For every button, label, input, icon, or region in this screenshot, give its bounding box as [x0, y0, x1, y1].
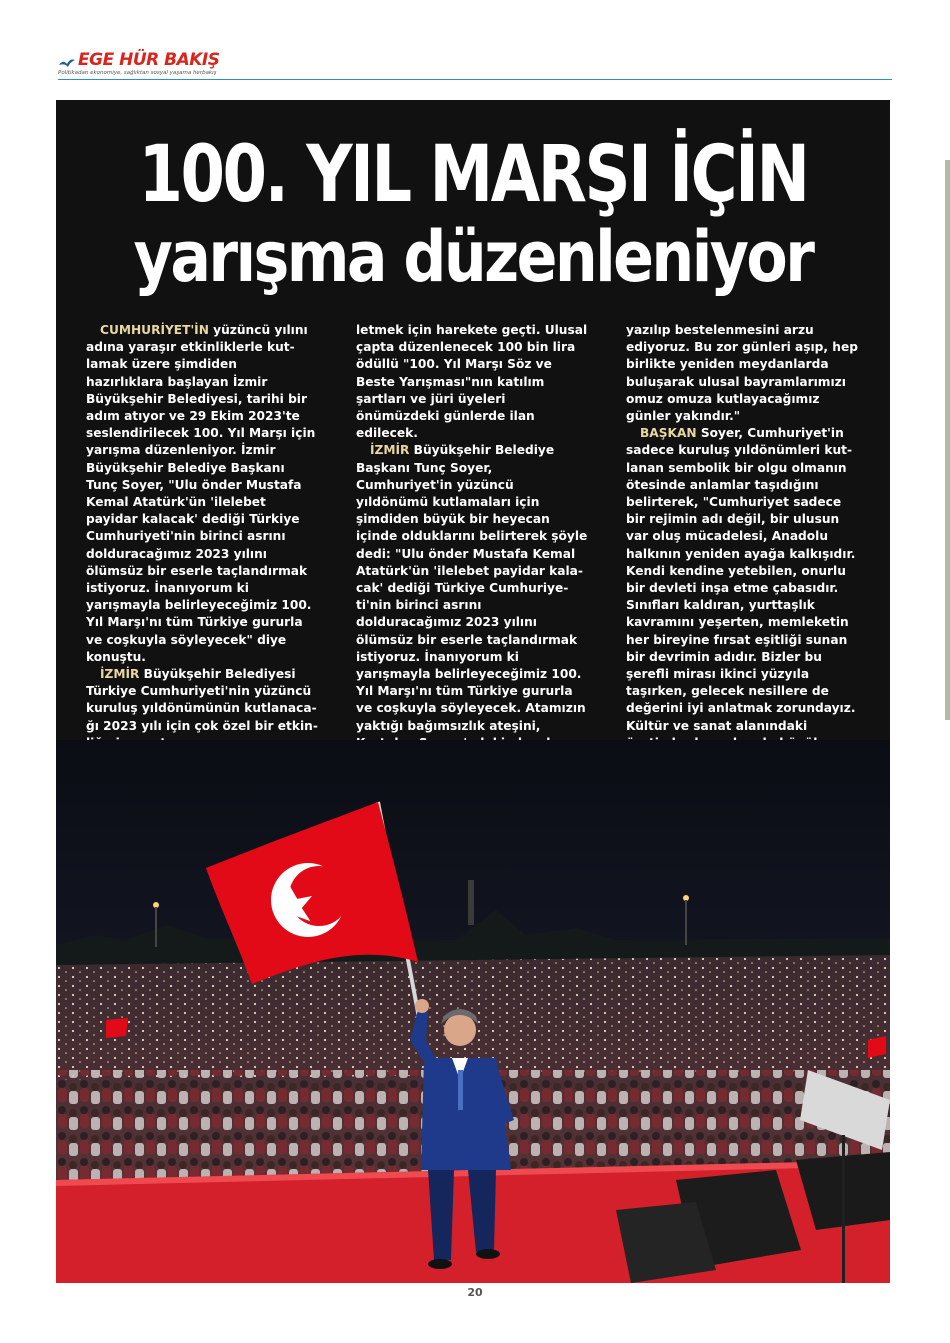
brand-row — [58, 46, 220, 70]
paragraph — [86, 322, 318, 666]
paragraph-text: letmek için harekete geçti. Ulusal çapta düzenlenecek 100 bin lira ödüllü "100. Yıl Marşı Söz ve Beste Yarışması"nın katılım şartları ve jüri üyeleri önümüzdeki günlerde ilan edilecek. — [356, 323, 588, 441]
masthead-rule — [58, 79, 892, 80]
headline — [56, 130, 890, 298]
paragraph-lead: İZMİR — [100, 667, 140, 682]
paragraph-text: Büyükşehir Belediye Başkanı Tunç Soyer, Cumhuriyet'in yüzüncü yıldönümü kutlamaları için şimdiden büyük bir heyecan içinde olduklarını belirterek şöyle dedi: "Ulu önder Mustafa Kemal Atatürk'ün 'ilelebet payidar kalacak' dediği Türkiye Cumhuriyeti'nin birinci asrını dolduracağımız 2023 yılını ölümsüz bir eserle taçlandırmak istiyoruz. İnanıyorum ki yarışmayla belirleyeceğimiz 100. Yıl Marşı'nı tüm Türkiye gururla ve coşkuyla söyleyecek. Atamızın yaktığı bağımsızlık ateşini, — [356, 443, 588, 733]
article-panel — [56, 100, 890, 1283]
adjacent-page-edge — [945, 160, 950, 720]
paragraph — [626, 322, 858, 425]
headline-line-2: yarışma düzenleniyor — [133, 216, 813, 298]
brand-logo[interactable]: EGE HÜR BAKIŞ — [78, 50, 220, 70]
photo-mayor-flag-crowd — [56, 740, 890, 1283]
masthead — [58, 46, 892, 82]
paragraph-text: Büyükşehir Belediyesi Türkiye Cumhuriyeti'nin yüzüncü kuruluş yıldönümünün kutlanacağı 2023 yılı için çok özel bir etkin — [86, 667, 318, 733]
paragraph-text: yazılıp bestelenmesini arzu ediyoruz. Bu zor günleri aşıp, hep birlikte yeniden meydanlarda buluşarak ulusal bayramlarımızı omuz omuza kutlayacağımız günler yakındır." — [626, 323, 858, 424]
paragraph — [356, 322, 588, 442]
paragraph-lead: İZMİR — [370, 443, 410, 458]
photo-illustration — [56, 740, 890, 1283]
paragraph-lead: CUMHURİYET'İN — [100, 323, 209, 337]
brand-tagline: Politikadan ekonomiye, sağlıktan sosyal yaşama herbakış — [58, 70, 217, 76]
page-number: 20 — [467, 1286, 483, 1299]
paragraph-text: Soyer, Cumhuriyet'in sadece kuruluş yıldönümleri kutlanan sembolik bir olgu olmanın ötesinde anlamlar taşıdığını belirterek, "Cumhuriyet sadece bir rejimin adı değil, bir ulusun var oluş mücadelesi, Anadolu halkının yeniden ayağa kalkışıdır. Kendi kendine yetebilen, onurlu bir devleti inşa etme çabasıdır. Sınıfları kaldıran, yurttaşlık kavramını yeşerten, memleketin her bireyine fırsat eşitliği sunan bir devrimin adıdır. Bizler bu şerefli mirası ikinci yüzyıla taşırken, gelecek nesillere de değerini iyi anlatmak zorundayız. Kültür ve sanat alanındaki — [626, 426, 856, 733]
bird-icon — [58, 56, 76, 70]
headline-line-1: 100. YIL MARŞI İÇİN — [138, 130, 808, 220]
paragraph-lead: BAŞKAN — [640, 426, 697, 441]
paragraph-text: yüzüncü yılını adına yaraşır etkinliklerle kutlamak üzere şimdiden hazırlıklara başlayan İzmir Büyükşehir Belediyesi, tarihi bir adım atıyor ve 29 Ekim 2023'te seslendirilecek 100. Yıl Marşı için yarışma düzenleniyor. İzmir Büyükşehir Belediye Başkanı Tunç Soyer, "Ulu önder Mustafa Kemal Atatürk'ün 'ilelebet payidar kalacak' dediği Türkiye Cumhuriyeti'nin birinci asrını dolduracağımız 2023 yılını ölümsüz bir eserle taçlandırmak istiyoruz. İnanıyorum ki yarışmayla belirleyeceğimiz 100. Yıl Marşı'nı tüm Türkiye gururla ve coşkuyla söyleyecek" diye konuştu. — [86, 323, 316, 664]
